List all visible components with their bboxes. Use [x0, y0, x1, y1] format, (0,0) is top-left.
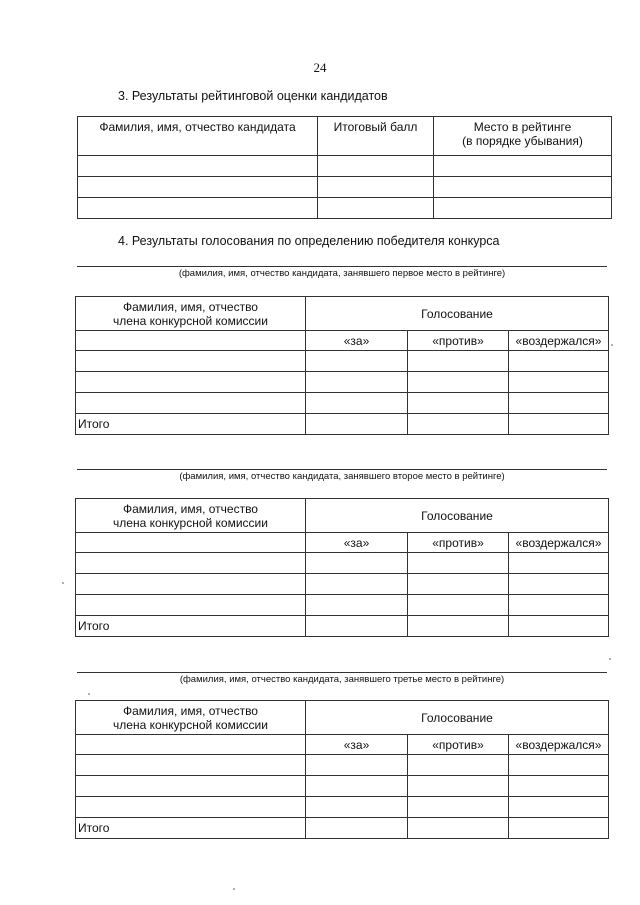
section-3-heading: 3. Результаты рейтинговой оценки кандидатов — [118, 89, 388, 103]
header-commission-member: Фамилия, имя, отчество члена конкурсной комиссии — [76, 701, 306, 735]
table-row — [78, 198, 612, 219]
header-final-score: Итоговый балл — [318, 117, 434, 156]
table-row — [76, 776, 609, 797]
header-against: «против» — [408, 533, 509, 553]
header-against: «против» — [408, 735, 509, 755]
table-cell — [408, 414, 509, 435]
table-cell — [76, 393, 306, 414]
table-cell — [306, 414, 408, 435]
scan-speck — [88, 693, 90, 695]
candidate-3-caption: (фамилия, имя, отчество кандидата, занявшего третье место в рейтинге) — [179, 674, 505, 685]
header-for: «за» — [306, 735, 408, 755]
table-cell — [306, 797, 408, 818]
table-cell — [408, 797, 509, 818]
page-number: 24 — [313, 60, 327, 75]
table-cell — [306, 616, 408, 637]
header-for: «за» — [306, 533, 408, 553]
table-cell — [509, 393, 609, 414]
table-cell — [408, 776, 509, 797]
table-row — [76, 351, 609, 372]
table-cell — [509, 797, 609, 818]
candidate-2-caption: (фамилия, имя, отчество кандидата, занявшего второе место в рейтинге) — [179, 471, 505, 482]
total-row — [76, 414, 609, 435]
candidate-2-name-line — [77, 469, 607, 470]
header-for: «за» — [306, 331, 408, 351]
total-row — [76, 818, 609, 839]
table-row — [76, 393, 609, 414]
candidate-1-caption: (фамилия, имя, отчество кандидата, занявшего первое место в рейтинге) — [178, 268, 506, 279]
table-cell — [509, 818, 609, 839]
table-row — [76, 372, 609, 393]
vote-table-1 — [75, 296, 609, 435]
table-cell — [408, 595, 509, 616]
table-cell — [76, 372, 306, 393]
header-commission-member: Фамилия, имя, отчество члена конкурсной комиссии — [76, 297, 306, 331]
table-cell — [509, 755, 609, 776]
table-cell — [408, 574, 509, 595]
table-row — [78, 156, 612, 177]
table-cell — [306, 393, 408, 414]
table-cell — [318, 177, 434, 198]
rating-results-table — [77, 116, 612, 219]
table-cell — [408, 372, 509, 393]
table-cell — [76, 735, 306, 755]
header-voting: Голосование — [306, 297, 609, 331]
table-cell — [509, 414, 609, 435]
table-cell — [509, 776, 609, 797]
table-cell — [76, 797, 306, 818]
header-abstained: «воздержался» — [509, 331, 609, 351]
table-cell — [306, 553, 408, 574]
vote-table-2 — [75, 498, 609, 637]
table-cell — [76, 533, 306, 553]
header-against: «против» — [408, 331, 509, 351]
rating-header-row — [78, 117, 612, 156]
section-4-heading: 4. Результаты голосования по определению победителя конкурса — [118, 234, 500, 248]
table-row — [78, 177, 612, 198]
total-label: Итого — [76, 616, 306, 637]
table-cell — [76, 331, 306, 351]
vote-table-3 — [75, 700, 609, 839]
total-row — [76, 616, 609, 637]
table-cell — [509, 372, 609, 393]
table-cell — [306, 776, 408, 797]
scan-speck — [233, 888, 235, 890]
table-cell — [434, 177, 612, 198]
table-row — [76, 574, 609, 595]
candidate-1-name-line — [77, 266, 607, 267]
header-voting: Голосование — [306, 499, 609, 533]
header-voting: Голосование — [306, 701, 609, 735]
scan-speck — [611, 344, 613, 346]
table-cell — [306, 351, 408, 372]
candidate-3-name-line — [77, 672, 607, 673]
header-abstained: «воздержался» — [509, 735, 609, 755]
table-cell — [408, 755, 509, 776]
table-cell — [76, 755, 306, 776]
table-cell — [76, 574, 306, 595]
table-cell — [434, 156, 612, 177]
table-row — [76, 797, 609, 818]
total-label: Итого — [76, 414, 306, 435]
total-label: Итого — [76, 818, 306, 839]
table-cell — [306, 755, 408, 776]
header-commission-member: Фамилия, имя, отчество члена конкурсной комиссии — [76, 499, 306, 533]
table-cell — [78, 198, 318, 219]
table-cell — [76, 553, 306, 574]
scan-speck — [609, 658, 611, 660]
table-cell — [306, 818, 408, 839]
table-row — [76, 755, 609, 776]
header-candidate-name: Фамилия, имя, отчество кандидата — [78, 117, 318, 156]
table-cell — [306, 574, 408, 595]
table-cell — [509, 553, 609, 574]
table-cell — [76, 776, 306, 797]
table-cell — [408, 351, 509, 372]
table-cell — [78, 177, 318, 198]
table-cell — [76, 595, 306, 616]
table-row — [76, 553, 609, 574]
table-cell — [509, 351, 609, 372]
header-abstained: «воздержался» — [509, 533, 609, 553]
table-cell — [76, 351, 306, 372]
table-cell — [318, 198, 434, 219]
table-cell — [78, 156, 318, 177]
table-row — [76, 595, 609, 616]
table-cell — [408, 616, 509, 637]
scan-speck — [62, 582, 64, 584]
table-cell — [408, 818, 509, 839]
table-cell — [408, 553, 509, 574]
table-cell — [509, 595, 609, 616]
table-cell — [408, 393, 509, 414]
table-cell — [318, 156, 434, 177]
table-cell — [306, 372, 408, 393]
table-cell — [306, 595, 408, 616]
table-cell — [434, 198, 612, 219]
header-rating-place: Место в рейтинге (в порядке убывания) — [434, 117, 612, 156]
table-cell — [509, 574, 609, 595]
table-cell — [509, 616, 609, 637]
